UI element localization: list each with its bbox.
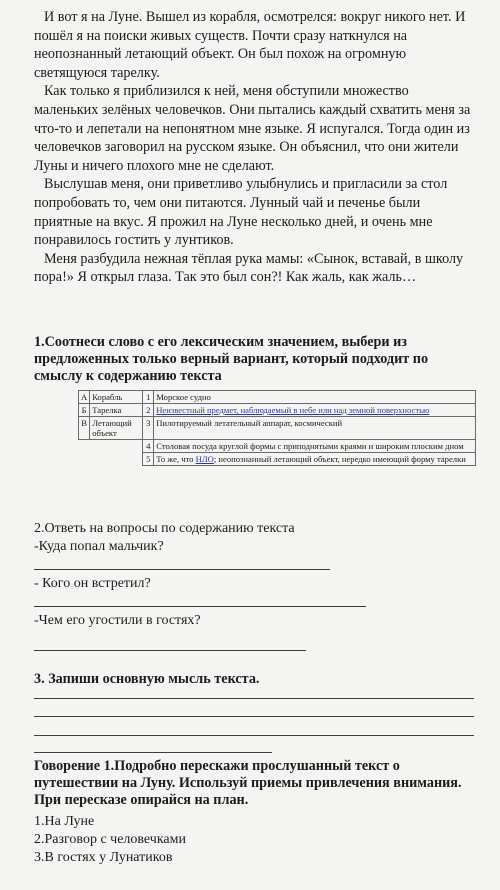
word-letter: А (79, 391, 90, 404)
meaning-cell: Пилотируемый летательный аппарат, космический (154, 417, 476, 440)
meaning-number: 2 (143, 404, 154, 417)
answer-line-2[interactable] (34, 606, 366, 607)
meaning-number: 3 (143, 417, 154, 440)
word-letter: Б (79, 404, 90, 417)
story-paragraph-1: И вот я на Луне. Вышел из корабля, осмотрелся: вокруг никого нет. И пошёл я на поиски живых существ. Почти сразу наткнулся на неопознанный летающий объект. Он был похож на огромную светящуюся тарелку. (34, 9, 466, 81)
question-2: - Кого он встретил? (34, 576, 151, 591)
word-cell: Летающий объект (90, 417, 143, 440)
meaning-cell[interactable]: Неизвестный предмет, наблюдаемый в небе или над земной поверхностью (154, 404, 476, 417)
meaning-number: 5 (143, 453, 154, 466)
answer-line-5[interactable] (34, 716, 474, 717)
nlo-link[interactable]: НЛО (195, 454, 214, 464)
answer-line-6[interactable] (34, 735, 474, 736)
task1-title: 1.Соотнеси слово с его лексическим значением, выбери из предложенных только верный вариант, который подходит по смыслу к содержанию текста (34, 334, 429, 384)
matching-table (78, 390, 476, 466)
meaning-cell: То же, что НЛО; неопознанный летающий объект, нередко имеющий форму тарелки (154, 453, 476, 466)
answer-line-4[interactable] (34, 698, 474, 699)
meaning-cell: Столовая посуда круглой формы с приподнятыми краями и широким плоским дном (154, 440, 476, 453)
answer-line-3[interactable] (34, 650, 306, 651)
story-paragraph-2: Как только я приблизился к ней, меня обступили множество маленьких зелёных человечков. Они пытались каждый схватить меня за что-то и лепетали на непонятном мне языке. Я испугался. Тогда один из человечков заговорил на русском языке. Он объяснил, что они жители Луны и ничего плохого мне не сделают. (34, 83, 471, 174)
story-paragraph-4: Меня разбудила нежная тёплая рука мамы: «Сынок, вставай, в школу пора!» Я открыл глаза. Так это был сон?! Как жаль, как жаль… (34, 250, 464, 286)
meaning-cell: Морское судно (154, 391, 476, 404)
meaning-number: 4 (143, 440, 154, 453)
table-row (79, 391, 476, 404)
table-row (79, 417, 476, 440)
answer-line-7[interactable] (34, 752, 272, 753)
task3-title: 3. Запиши основную мысль текста. (34, 671, 260, 687)
plan-item-1: 1.На Луне (34, 814, 95, 829)
word-cell: Корабль (90, 391, 143, 404)
speaking-task-text: 1.Подробно перескажи прослушанный текст о путешествии на Луну. Используй приемы привлечения внимания. При пересказе опирайся на план. (34, 758, 462, 808)
task2-title: 2.Ответь на вопросы по содержанию текста (34, 521, 295, 536)
question-3: -Чем его угостили в гостях? (34, 613, 201, 628)
question-1: -Куда попал мальчик? (34, 539, 164, 554)
story-text (34, 8, 474, 287)
plan-item-2: 2.Разговор с человечками (34, 832, 186, 847)
table-row (79, 453, 476, 466)
word-cell: Тарелка (90, 404, 143, 417)
story-paragraph-3: Выслушав меня, они приветливо улыбнулись и пригласили за стол попробовать то, чем они питаются. Лунный чай и печенье были приятные на вкус. Я прожил на Луне несколько дней, и очень мне понравилось гостить у лунтиков. (34, 176, 448, 249)
speaking-task (34, 758, 474, 809)
table-row (79, 440, 476, 453)
word-letter: В (79, 417, 90, 440)
plan-item-3: 3.В гостях у Лунатиков (34, 850, 173, 865)
speaking-label: Говорение (34, 758, 101, 774)
table-row (79, 404, 476, 417)
meaning-number: 1 (143, 391, 154, 404)
answer-line-1[interactable] (34, 569, 330, 570)
